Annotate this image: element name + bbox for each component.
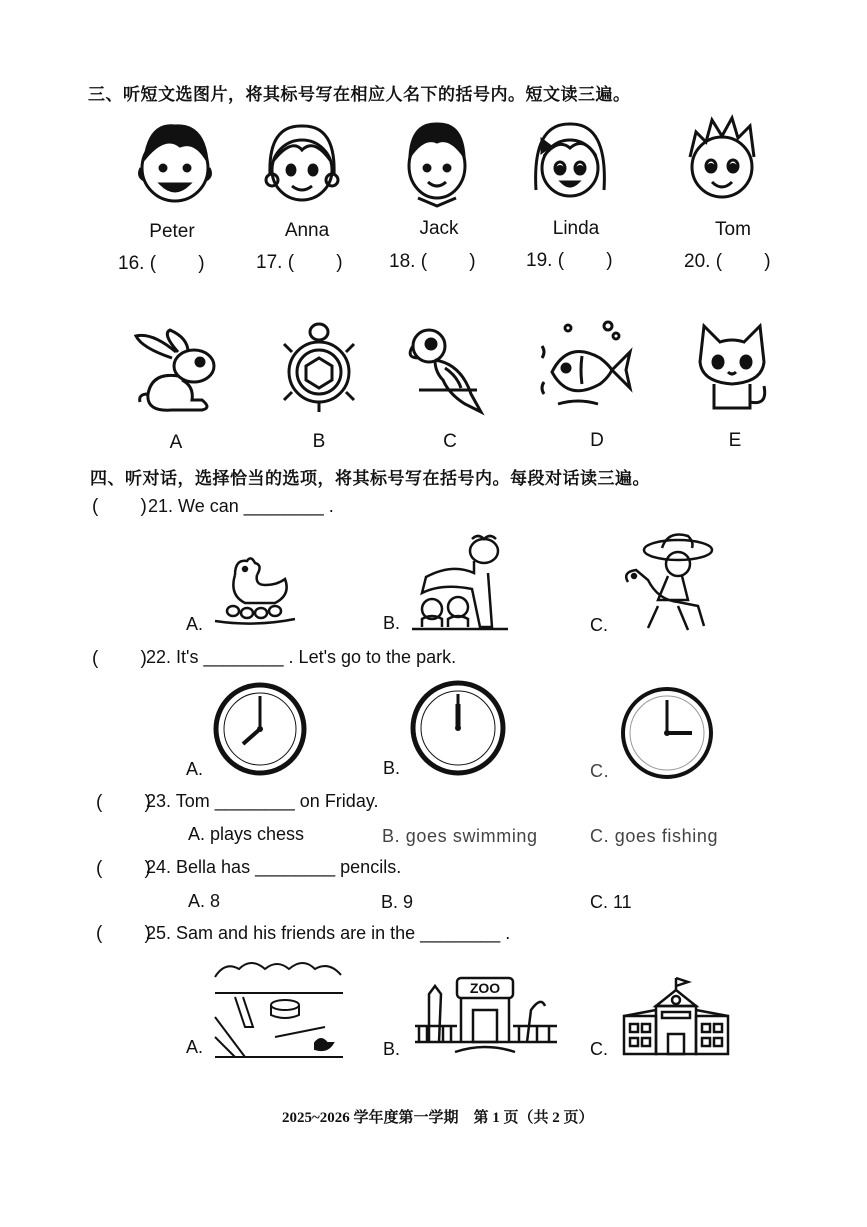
- zoo-sign-text: ZOO: [469, 980, 501, 996]
- answer-paren-24[interactable]: ( ): [96, 858, 151, 879]
- answer-slot-19[interactable]: 19. ( ): [526, 250, 613, 271]
- peter-face-icon: [135, 118, 215, 208]
- option-25-b[interactable]: B.: [383, 1039, 401, 1059]
- answer-paren-22[interactable]: ( ): [92, 648, 147, 669]
- answer-paren-21[interactable]: ( ): [92, 496, 147, 517]
- answer-slot-18[interactable]: 18. ( ): [389, 251, 476, 272]
- question-22: 22. It's ________ . Let's go to the park.: [146, 647, 457, 667]
- option-24-c[interactable]: C. 11: [590, 892, 632, 912]
- picture-letter-b: B: [312, 431, 326, 452]
- name-anna: Anna: [284, 220, 330, 241]
- answer-slot-17[interactable]: 17. ( ): [256, 252, 343, 273]
- hen-icon: [215, 555, 295, 627]
- question-24: 24. Bella has ________ pencils.: [146, 857, 402, 877]
- clock-8-icon: [213, 682, 307, 776]
- picture-letter-c: C: [443, 431, 457, 452]
- question-23: 23. Tom ________ on Friday.: [146, 791, 379, 811]
- option-21-c[interactable]: C.: [590, 615, 608, 635]
- option-22-b[interactable]: B.: [383, 758, 401, 778]
- question-21: 21. We can ________ .: [148, 496, 334, 516]
- clock-12-icon: [410, 680, 506, 776]
- option-25-a[interactable]: A.: [186, 1037, 204, 1057]
- option-25-c[interactable]: C.: [590, 1039, 608, 1059]
- option-22-c[interactable]: C.: [590, 761, 610, 781]
- name-linda: Linda: [552, 218, 600, 239]
- option-21-b[interactable]: B.: [383, 613, 401, 633]
- option-24-a[interactable]: A. 8: [188, 891, 221, 911]
- horse-rider-icon: [618, 530, 718, 635]
- option-24-b[interactable]: B. 9: [381, 892, 414, 912]
- option-22-a[interactable]: A.: [186, 759, 204, 779]
- tom-face-icon: [682, 112, 762, 207]
- name-tom: Tom: [715, 219, 751, 240]
- fish-icon: [538, 322, 633, 412]
- option-23-c[interactable]: C. goes fishing: [590, 826, 719, 846]
- picture-letter-d: D: [590, 430, 604, 451]
- answer-slot-20[interactable]: 20. ( ): [684, 251, 771, 272]
- turtle-icon: [284, 322, 354, 417]
- question-25: 25. Sam and his friends are in the ________ .: [146, 923, 511, 943]
- option-23-a[interactable]: A. plays chess: [188, 824, 305, 844]
- jack-face-icon: [400, 118, 475, 208]
- answer-paren-25[interactable]: ( ): [96, 923, 151, 944]
- option-21-a[interactable]: A.: [186, 614, 204, 634]
- parrot-icon: [405, 324, 490, 419]
- rabbit-icon: [132, 328, 222, 418]
- cat-icon: [692, 322, 772, 414]
- linda-face-icon: [528, 118, 613, 208]
- answer-paren-23[interactable]: ( ): [96, 792, 151, 813]
- picture-letter-a: A: [169, 432, 183, 453]
- picture-letter-e: E: [728, 430, 742, 451]
- section4-heading: 四、听对话，选择恰当的选项，将其标号写在括号内。每段对话读三遍。: [90, 469, 650, 489]
- school-icon: [622, 976, 730, 1056]
- clock-3-icon: [620, 686, 714, 780]
- playground-icon: [215, 957, 343, 1057]
- section3-heading: 三、听短文选图片，将其标号写在相应人名下的括号内。短文读三遍。: [88, 85, 631, 105]
- name-jack: Jack: [419, 218, 459, 239]
- name-peter: Peter: [149, 221, 195, 242]
- zoo-icon: [415, 966, 557, 1054]
- anna-face-icon: [262, 120, 342, 210]
- page-footer: 2025~2026 学年度第一学期 第 1 页（共 2 页）: [282, 1110, 594, 1126]
- answer-slot-16[interactable]: 16. ( ): [118, 253, 205, 274]
- option-23-b[interactable]: B. goes swimming: [382, 826, 538, 846]
- cow-icon: [412, 533, 512, 633]
